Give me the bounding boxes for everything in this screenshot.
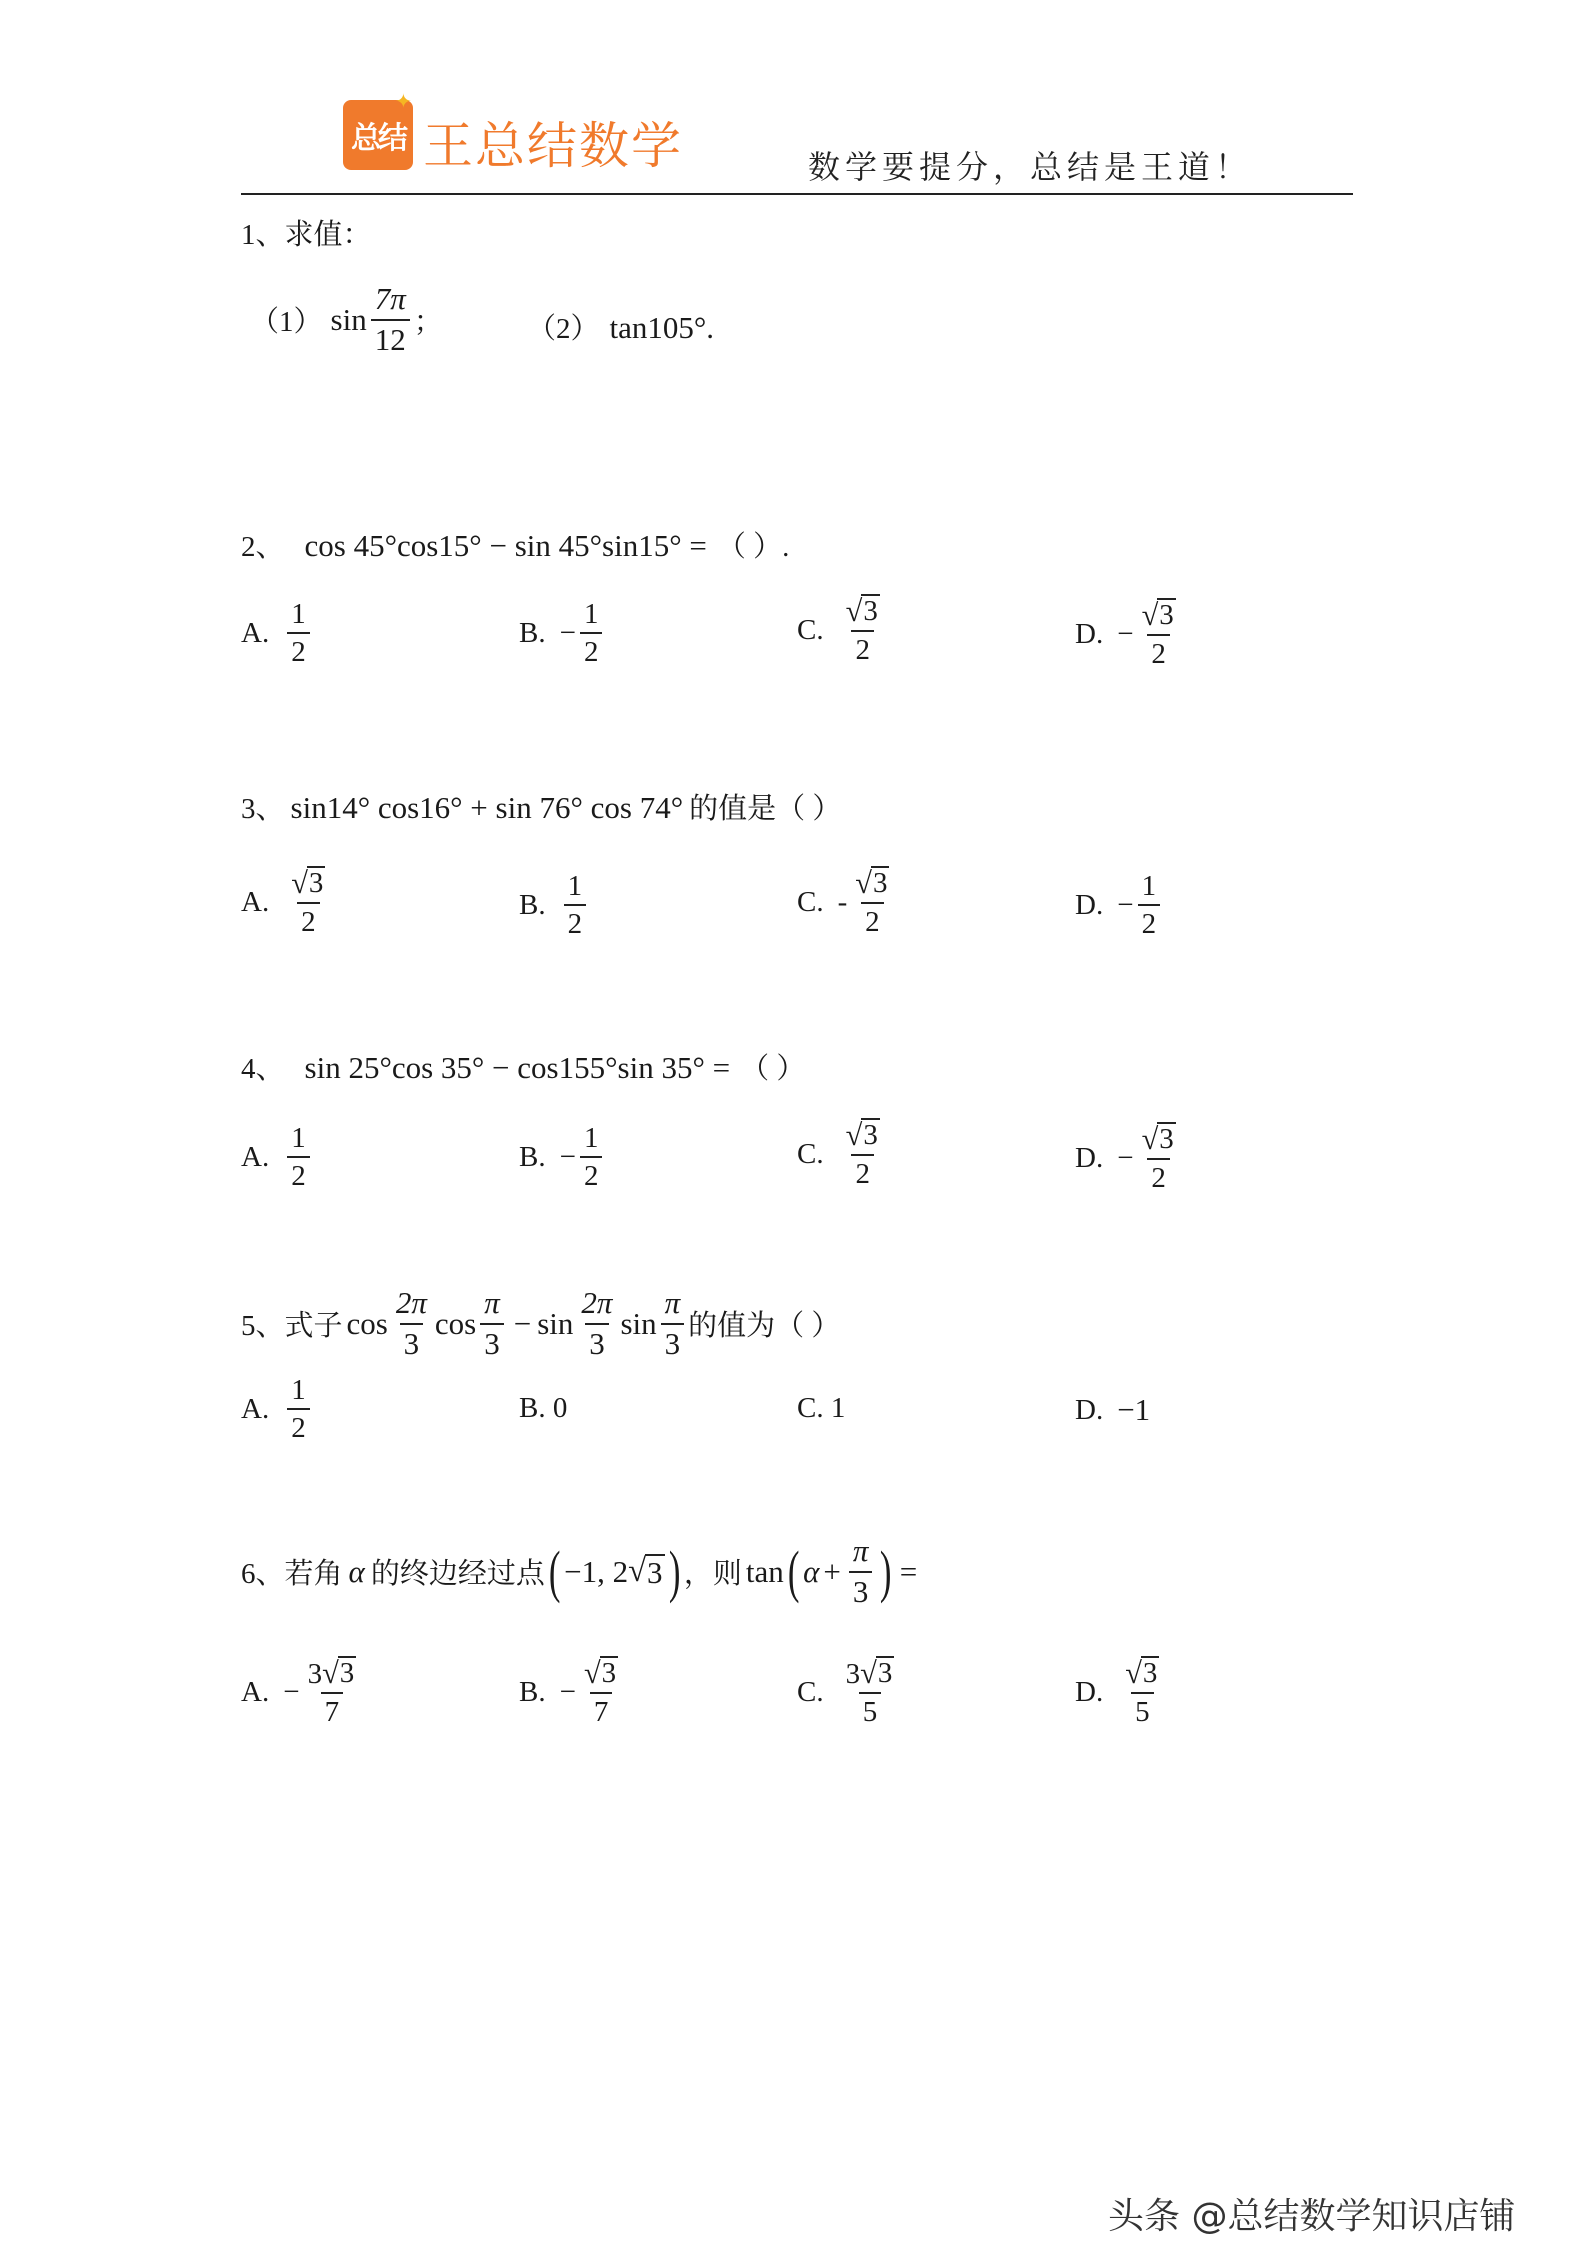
q5-option-d[interactable]: D. −1 <box>1075 1392 1151 1427</box>
q2-option-b[interactable]: B. − $\frac{1}{2}$ <box>519 598 606 669</box>
q4-option-c[interactable]: C. √ 3 2 <box>797 1118 878 1191</box>
q3-option-b[interactable]: B. $\frac{1}{2}$ <box>519 870 590 941</box>
q3-option-d[interactable]: D. − $\frac{1}{2}$ <box>1075 870 1164 941</box>
q4-stem: 4、 sin 25°cos 35° − cos155°sin 35° = （ ） <box>241 1050 806 1085</box>
logo-spark-icon: ✦ <box>395 91 412 113</box>
q4-option-d[interactable]: D. − √ 3 2 <box>1075 1122 1174 1195</box>
q3-option-a[interactable]: A. √ 3 2 <box>241 866 324 939</box>
q1-prompt: 1、求值： <box>241 219 372 251</box>
q5-stem: 5、 式子 cos $\frac{2\pi}{3}$ cos $\frac{\pi}{3}$ − sin $\frac{2\pi}{3}$ sin $\frac{\pi}{3}$ 的值为（ ） <box>241 1285 841 1361</box>
logo-title: 王总结数学 <box>423 117 683 175</box>
q3-option-c[interactable]: C. - √ 3 2 <box>797 866 888 939</box>
q5-option-c[interactable]: C. 1 <box>797 1392 846 1424</box>
header-divider <box>241 193 1353 195</box>
q1-part2: （2） tan105°. <box>527 310 715 345</box>
q2-stem: 2、 cos 45°cos15° − sin 45°sin15° = （ ）. <box>241 528 790 563</box>
q2-option-a[interactable]: A. $\frac{1}{2}$ <box>241 598 314 669</box>
q6-option-c[interactable]: C. 3 √ 3 5 <box>797 1656 893 1729</box>
q5-option-a[interactable]: A. $\frac{1}{2}$ <box>241 1374 314 1445</box>
q4-option-b[interactable]: B. − $\frac{1}{2}$ <box>519 1122 606 1193</box>
q3-stem: 3、 sin14° cos16° + sin 76° cos 74° 的值是（ ） <box>241 790 842 825</box>
q6-option-b[interactable]: B. − √ 3 7 <box>519 1656 617 1729</box>
q6-option-a[interactable]: A. − 3 √ 3 7 <box>241 1656 355 1729</box>
q2-option-d[interactable]: D. − √ 3 2 <box>1075 598 1174 671</box>
slogan: 数学要提分，总结是王道！ <box>808 148 1253 186</box>
q5-option-b[interactable]: B. 0 <box>519 1392 568 1424</box>
q6-stem: 6、 若角 α 的终边经过点 ( −1, 2 √ 3 ) ，则 tan ( α + $\frac{\pi}{3}$ ) = <box>241 1533 918 1609</box>
watermark: 头条 @总结数学知识店铺 <box>1108 2196 1516 2237</box>
q1-part1: （1） sin $\frac{7\pi}{12}$ ； <box>250 281 443 357</box>
q6-option-d[interactable]: D. √ 3 5 <box>1075 1656 1158 1729</box>
q2-option-c[interactable]: C. √ 3 2 <box>797 594 878 667</box>
q4-option-a[interactable]: A. $\frac{1}{2}$ <box>241 1122 314 1193</box>
logo-mark: 总结 <box>343 100 413 170</box>
